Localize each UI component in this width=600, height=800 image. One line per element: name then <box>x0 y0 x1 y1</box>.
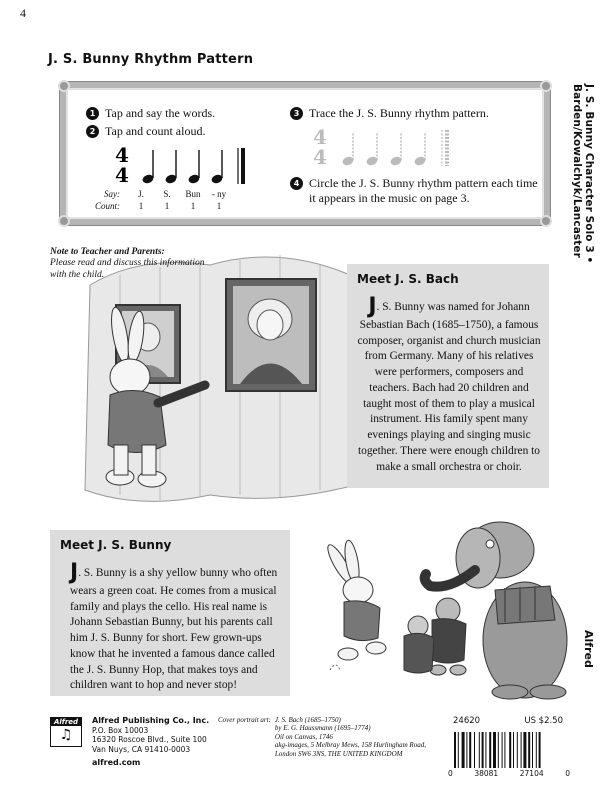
page-number: 4 <box>20 6 26 20</box>
publisher-address-block <box>92 716 209 768</box>
meet-bach-text <box>357 296 541 475</box>
step-number-badge: 2 <box>86 125 99 138</box>
step-text: Tap and say the words. <box>105 106 216 120</box>
dropcap: J <box>70 560 79 585</box>
frame-corner-ornament <box>540 215 552 227</box>
cover-art-credit <box>218 716 426 758</box>
trace-final-barline <box>442 130 447 166</box>
count-row <box>86 200 232 212</box>
cover-credit-line: London SW6 3NS, THE UNITED KINGDOM <box>274 749 403 758</box>
step-1 <box>86 106 215 121</box>
rhythm-pattern-heading: J. S. Bunny Rhythm Pattern <box>48 52 254 67</box>
step-2 <box>86 124 205 139</box>
say-word: - ny <box>211 189 227 199</box>
portrait-frame-bach <box>226 279 316 391</box>
count-number: 1 <box>138 201 144 211</box>
trace-note <box>365 132 378 167</box>
time-signature-top: 4 <box>115 143 129 167</box>
quarter-note <box>141 150 154 185</box>
step-number-badge: 1 <box>86 107 99 120</box>
publisher-vertical-label: Alfred <box>582 630 595 668</box>
time-signature-bottom: 4 <box>115 163 129 187</box>
barcode-icon <box>453 732 563 768</box>
mouse-character <box>404 616 434 673</box>
step-number-badge: 3 <box>290 107 303 120</box>
paragraph: . S. Bunny is a shy yellow bunny who often wears a green coat. He comes from a musical family and plays the cello. His real name is Johann Sebastian Bunny, but his parents call him J. S. Bunny for short. Few grown-ups know that he invented a famous dance called the J. S. Bunny Hop, that makes toys and children want to hop and never stop! <box>70 567 278 692</box>
trace-note <box>413 132 426 167</box>
trace-note <box>389 132 402 167</box>
say-label: Say: <box>104 189 120 199</box>
count-label: Count: <box>94 201 120 211</box>
barcode-digit-group: 0 <box>448 769 453 778</box>
cover-credit-line: J. S. Bach (1685–1750) <box>274 716 341 724</box>
address-line: Van Nuys, CA 91410-0003 <box>92 744 191 754</box>
bear-character <box>430 598 466 675</box>
step-text: Tap and count aloud. <box>105 124 206 138</box>
barcode-digit-group: 0 <box>565 769 570 778</box>
meet-bach-heading: Meet J. S. Bach <box>357 272 459 286</box>
step-text: Trace the J. S. Bunny rhythm pattern. <box>309 106 489 120</box>
say-word: Bun <box>185 189 201 199</box>
rhythm-notation <box>86 142 256 188</box>
step-number-badge: 4 <box>290 177 303 190</box>
price: US $2.50 <box>524 716 563 726</box>
meet-bunny-box <box>50 530 290 696</box>
meet-bunny-heading: Meet J. S. Bunny <box>60 538 172 552</box>
step-text: Circle the J. S. Bunny rhythm pattern each time it appears in the music on page 3. <box>309 176 538 205</box>
address-line: 16320 Roscoe Blvd., Suite 100 <box>92 735 207 745</box>
catalog-info <box>453 716 563 726</box>
count-number: 1 <box>216 201 222 211</box>
dropcap: J <box>368 294 377 319</box>
time-signature-bottom: 4 <box>313 145 327 169</box>
quarter-note <box>187 150 200 185</box>
final-barline <box>238 148 243 184</box>
lyric-count-table <box>86 188 232 212</box>
hopping-bunny-character <box>324 539 386 670</box>
logo-mark-icon: ♫ <box>59 727 73 743</box>
series-vertical-title: J. S. Bunny Character Solo 3 • Barden/Kowalchyk/Lancaster <box>571 84 595 264</box>
cover-credit-lines <box>275 716 426 758</box>
bunny-hop-dance-illustration <box>300 520 570 700</box>
alfred-logo <box>50 717 82 747</box>
count-number: 1 <box>190 201 196 211</box>
rhythm-pattern-frame <box>60 82 550 225</box>
bunny-with-portraits-illustration <box>80 245 360 515</box>
teacher-note <box>50 247 210 281</box>
cover-credit-label: Cover portrait art: <box>218 716 271 724</box>
traceable-rhythm-notation[interactable] <box>306 124 466 170</box>
trace-note <box>341 132 354 167</box>
barcode-digits <box>448 769 570 778</box>
frame-corner-ornament <box>58 215 70 227</box>
publisher-website-link[interactable]: alfred.com <box>92 758 141 768</box>
frame-corner-ornament <box>58 80 70 92</box>
meet-bunny-text <box>60 562 282 694</box>
teacher-note-text: Please read and discuss this information with the child. <box>50 258 205 280</box>
logo-wordmark: Alfred <box>51 718 81 726</box>
frame-corner-ornament <box>540 80 552 92</box>
teacher-note-title: Note to Teacher and Parents: <box>50 247 165 257</box>
say-word: J. <box>138 189 144 199</box>
meet-bach-box <box>347 264 549 488</box>
cover-credit-line: akg-images, 5 Melbray Mews, 158 Hurlingham Road, <box>274 741 426 750</box>
paragraph: . S. Bunny was named for Johann Sebastian Bach (1685–1750), a famous composer, organist and church musician from Germany. Many of his relatives were performers, composers and teachers. Bach had 20 children and taught most of them to play a musical instrument. His family spent many evenings playing and singing music together. There were enough children to make a small orchestra or choir. <box>357 301 541 473</box>
barcode-digit-group: 27104 <box>519 769 544 778</box>
count-number: 1 <box>164 201 170 211</box>
step-3 <box>290 106 489 121</box>
catalog-number: 24620 <box>453 716 481 726</box>
quarter-note <box>164 150 177 185</box>
say-row <box>86 188 232 200</box>
barcode-digit-group: 38081 <box>474 769 499 778</box>
cover-credit-line: by E. G. Haussmann (1695–1774) <box>274 724 371 733</box>
say-word: S. <box>163 189 171 199</box>
cover-credit-line: Oil on Canvas, 1746 <box>274 732 333 741</box>
publisher-name: Alfred Publishing Co., Inc. <box>92 716 210 725</box>
time-signature-top: 4 <box>313 125 327 149</box>
quarter-note <box>210 150 223 185</box>
address-line: P.O. Box 10003 <box>92 726 149 735</box>
step-4 <box>290 176 540 206</box>
